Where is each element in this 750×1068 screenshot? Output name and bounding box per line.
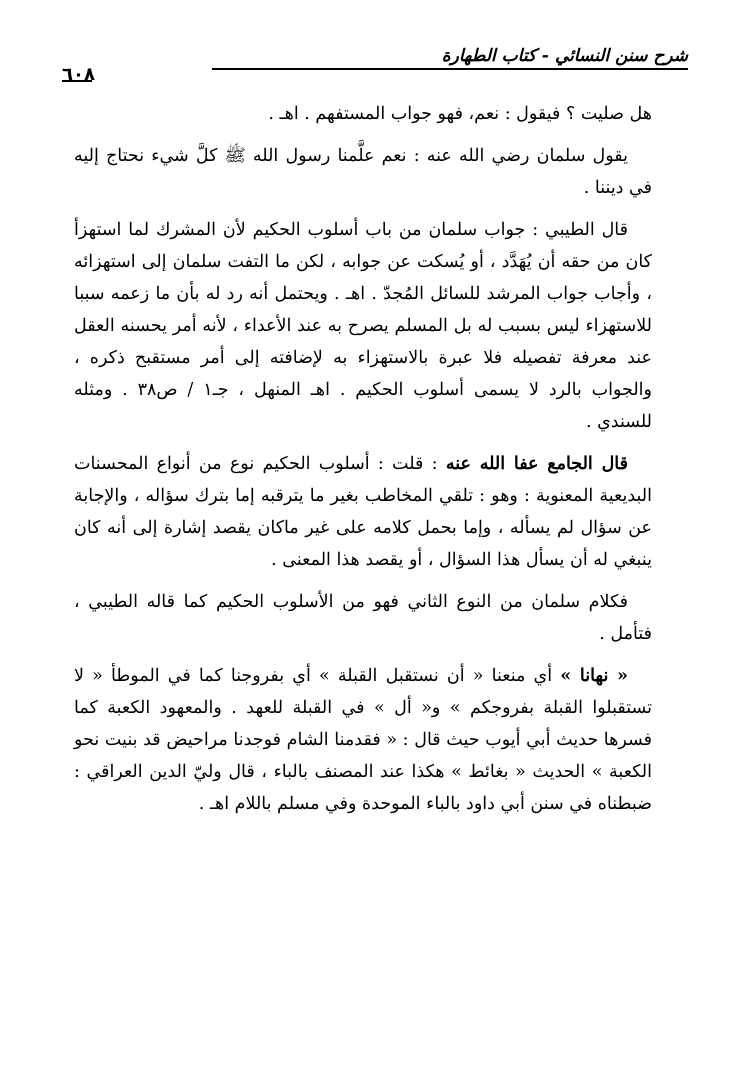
paragraph-4-text: : قلت : أسلوب الحكيم نوع من أنواع المحسنات البديعية المعنوية : وهو : تلقي المخاطب بغير ما يترقبه إما بترك سؤاله ، والإجابة عن سؤال لم يسأله ، وإما بحمل كلامه على غير ماكان يقصد إشارة إلى أنه كان ينبغي له أن يسأل هذا السؤال ، أو يقصد هذا المعنى .	[74, 454, 652, 570]
paragraph-1: هل صليت ؟ فيقول : نعم، فهو جواب المستفهم . اهـ .	[268, 104, 652, 124]
page-number: ٦٠٨	[62, 64, 95, 85]
paragraph-6-lead: « نهانا »	[560, 666, 628, 686]
page-body	[74, 98, 652, 820]
page-header	[62, 40, 688, 85]
paragraph-6	[74, 660, 652, 820]
paragraph-5: فكلام سلمان من النوع الثاني فهو من الأسلوب الحكيم كما قاله الطيبي ، فتأمل .	[74, 592, 652, 644]
paragraph-4-lead: قال الجامع عفا الله عنه	[445, 454, 628, 474]
header-rule	[212, 68, 688, 70]
paragraph-6-text: أي منعنا « أن نستقبل القبلة » أي بفروجنا كما في الموطأ « لا تستقبلوا القبلة بفروجكم » و« أل » في القبلة للعهد . والمعهود الكعبة كما فسرها حديث أبي أيوب حيث قال : « فقدمنا الشام فوجدنا مراحيض قد بنيت نحو الكعبة » الحديث « بغائط » هكذا عند المصنف بالباء ، قال وليّ الدين العراقي : ضبطناه في سنن أبي داود بالباء الموحدة وفي مسلم باللام اهـ .	[74, 666, 652, 814]
paragraph-2: يقول سلمان رضي الله عنه : نعم علَّمنا رسول الله ﷺ كلَّ شيء نحتاج إليه في ديننا .	[74, 146, 652, 198]
paragraph-3: قال الطيبي : جواب سلمان من باب أسلوب الحكيم لأن المشرك لما استهزأ كان من حقه أن يُهَدَّد ، أو يُسكت عن جوابه ، لكن ما التفت سلمان إلى استهزائه ، وأجاب جواب المرشد للسائل المُجدّ . اهـ . ويحتمل أنه رد له بأن ما زعمه سببا للاستهزاء ليس بسبب له بل المسلم يصرح به عند الأعداء ، لأنه أمر يحسنه العقل عند معرفة تفصيله فلا عبرة بالاستهزاء به لإضافته إلى أمر مستقبح ذكره ، والجواب بالرد لا يسمى أسلوب الحكيم . اهـ المنهل ، جـ١ / ص٣٨ . ومثله للسندي .	[74, 220, 652, 432]
paragraph-4	[74, 448, 652, 576]
running-title: شرح سنن النسائي - كتاب الطهارة	[441, 46, 688, 66]
